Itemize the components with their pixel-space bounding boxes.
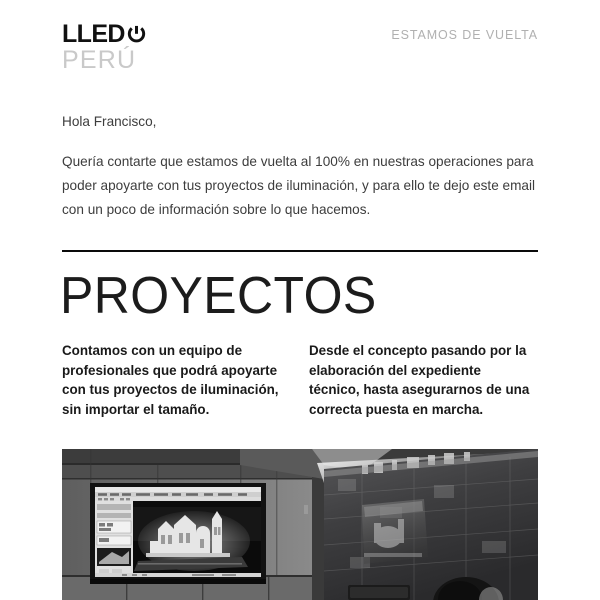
feature-text-left: Contamos con un equipo de profesionales que podrá apoyarte con tus proyectos de iluminación, sin importar el tamaño. — [62, 343, 279, 417]
intro-section — [62, 112, 542, 222]
photo-illustration — [62, 449, 538, 600]
logo-subtitle: PERÚ — [62, 46, 137, 74]
page-title: PROYECTOS — [60, 266, 377, 325]
feature-column-left — [62, 341, 286, 419]
intro-paragraph: Quería contarte que estamos de vuelta al 100% en nuestras operaciones para poder apoyarte con tus proyectos de iluminación, y para ello te dejo este email con un poco de información sobre lo que hacemos. — [62, 154, 536, 217]
project-photo — [62, 449, 538, 600]
feature-column-right — [309, 341, 533, 419]
feature-text-right: Desde el concepto pasando por la elaboración del expediente técnico, hasta asegurarnos de una correcta puesta en marcha. — [309, 343, 530, 417]
logo-wordmark-row — [62, 22, 147, 46]
greeting-text: Hola Francisco, — [62, 114, 157, 129]
email-header — [62, 22, 538, 80]
brand-logo[interactable] — [62, 22, 147, 74]
header-tagline: ESTAMOS DE VUELTA — [391, 28, 538, 42]
logo-wordmark: LLED — [62, 20, 125, 48]
section-divider — [62, 250, 538, 252]
feature-columns — [62, 341, 538, 419]
power-icon — [126, 24, 147, 45]
